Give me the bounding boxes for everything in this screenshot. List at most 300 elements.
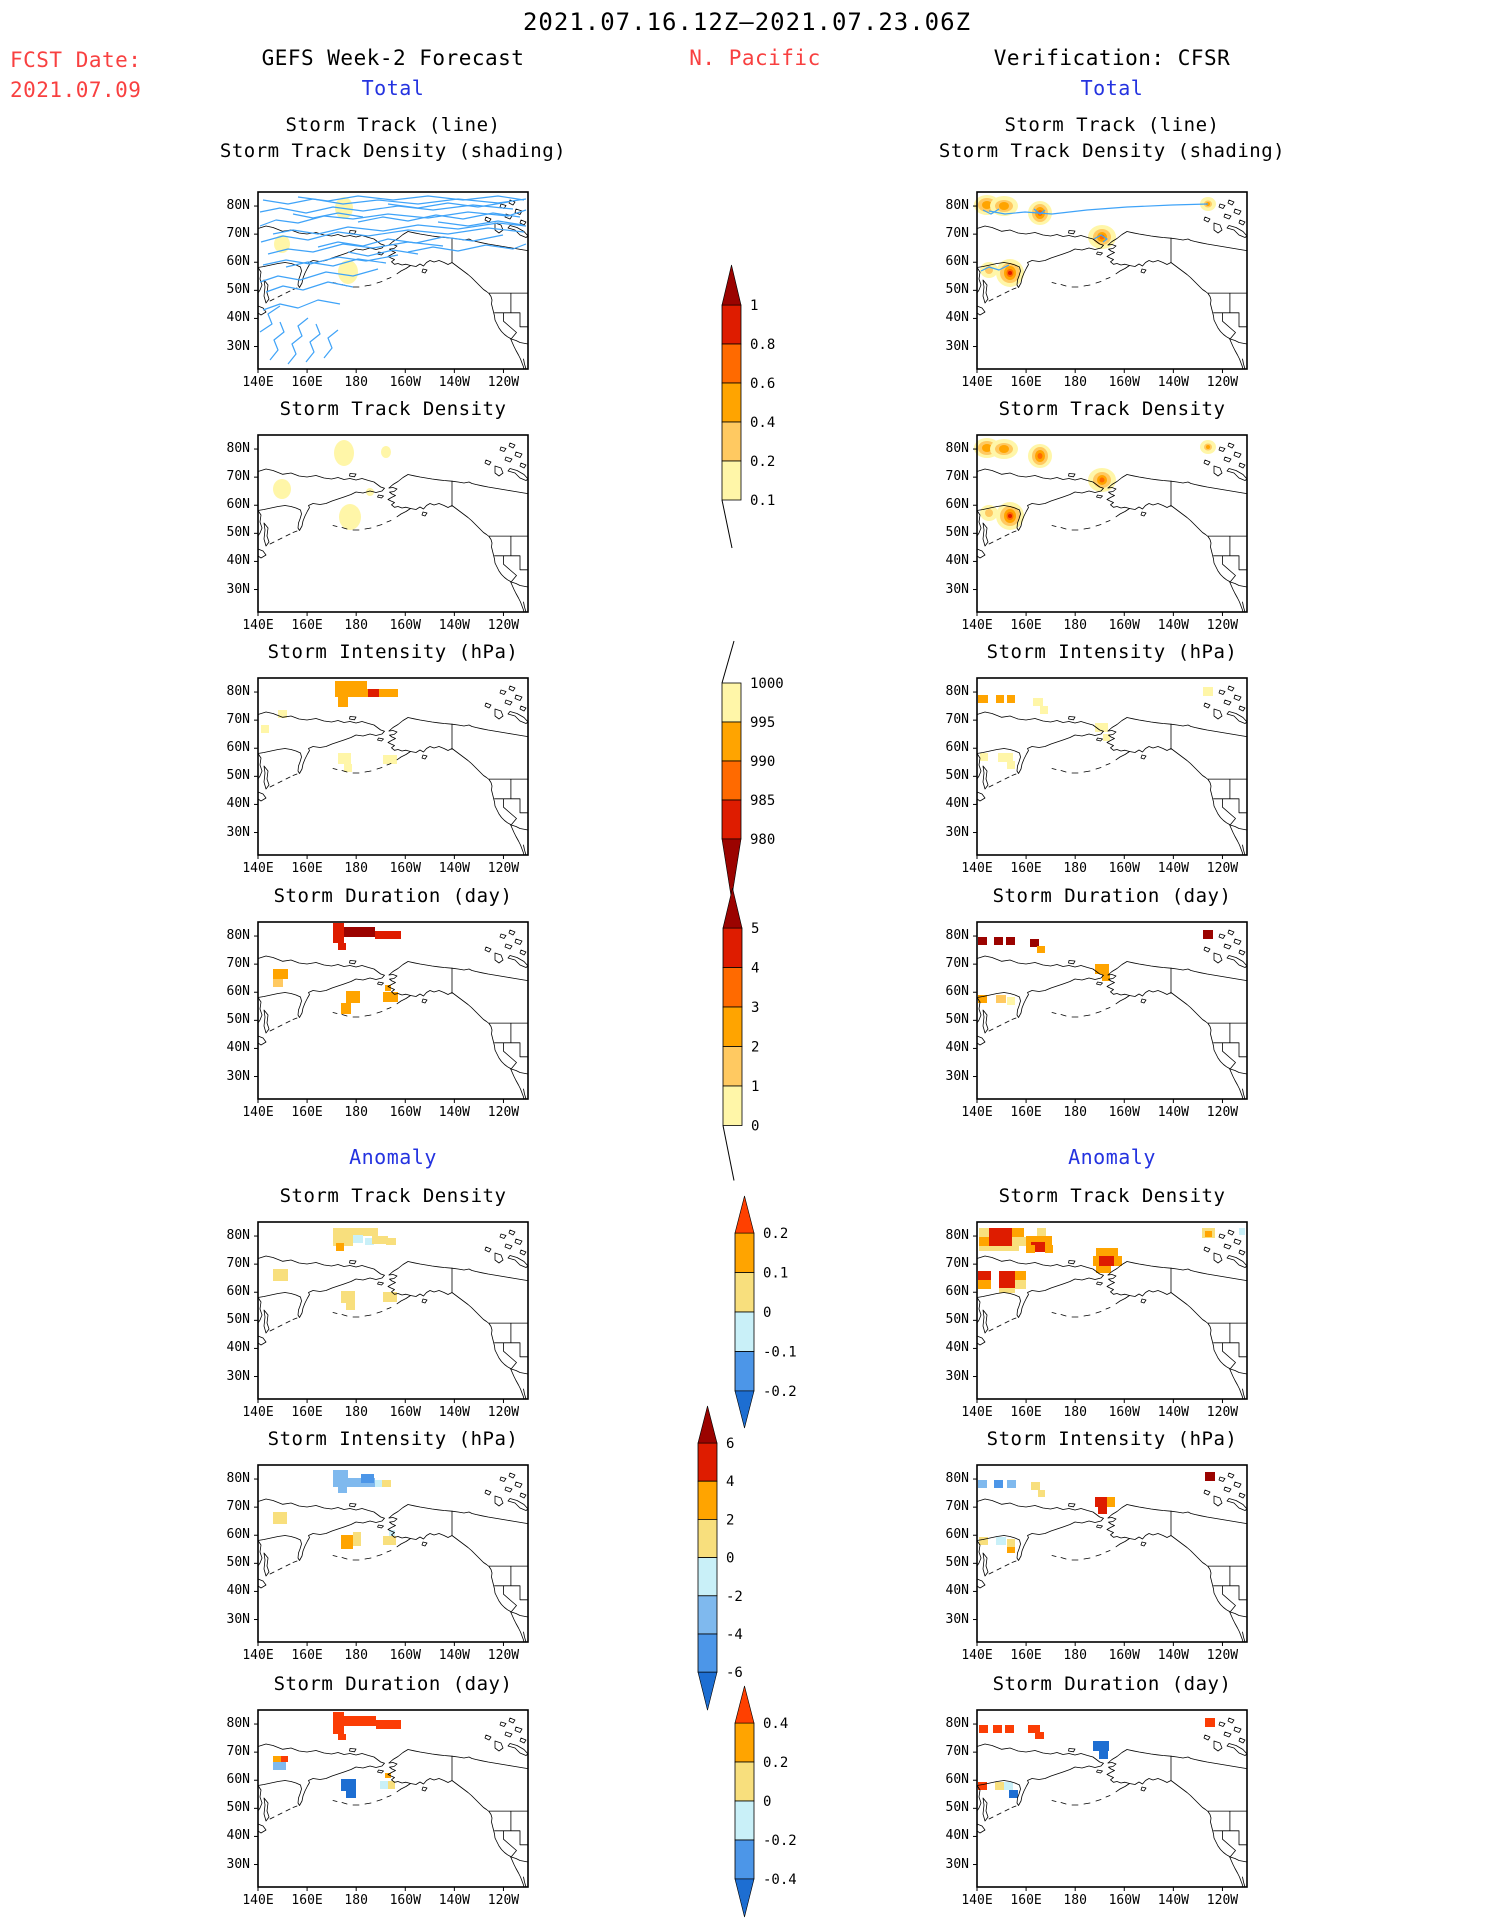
lat-tick-label: 50N — [945, 282, 969, 298]
storm-track-line — [348, 250, 418, 256]
colorbar-tick-label: 0 — [726, 1550, 735, 1567]
storm-track-line — [306, 324, 320, 362]
coastline-map — [258, 1718, 528, 1887]
grid-cell — [1045, 1245, 1053, 1253]
lat-tick-label: 80N — [945, 1471, 969, 1487]
colorbar-tail — [722, 500, 732, 548]
lon-tick-label: 140E — [961, 1893, 993, 1908]
grid-cell — [1107, 1497, 1115, 1507]
colorbar-segment — [723, 968, 742, 1008]
storm-track-line — [408, 244, 526, 252]
grid-cell — [978, 1280, 991, 1289]
grid-cell — [344, 764, 352, 772]
lon-tick-label: 140W — [438, 618, 471, 633]
grid-cell — [979, 1725, 988, 1733]
panel-title: Storm Intensity (hPa) — [267, 641, 519, 663]
colorbar-tick-label: 0.1 — [750, 493, 776, 509]
grid-cell — [341, 1291, 355, 1303]
colorbar-tick-label: 4 — [751, 960, 760, 977]
lat-tick-label: 70N — [226, 956, 250, 972]
coastline-map — [258, 686, 528, 855]
lon-tick-label: 120W — [487, 861, 520, 876]
panel-title: Storm Duration (day) — [992, 1673, 1232, 1695]
map-panel-cfsr-anom-density — [977, 1222, 1247, 1399]
colorbar-tick-label: -4 — [726, 1627, 743, 1643]
lat-tick-label: 50N — [945, 768, 969, 784]
lat-tick-label: 60N — [226, 497, 250, 513]
lon-tick-label: 160E — [1010, 1893, 1042, 1908]
map-panel-gefs-intensity — [258, 678, 528, 855]
lat-tick-label: 70N — [226, 1744, 250, 1760]
colorbar-tick-label: 2 — [751, 1039, 760, 1056]
lon-tick-label: 160E — [291, 1893, 323, 1908]
density-blob — [339, 504, 361, 530]
grid-cell — [989, 1228, 1012, 1237]
lat-tick-label: 60N — [226, 1772, 250, 1788]
lat-tick-label: 40N — [226, 1828, 250, 1844]
grid-cell — [1005, 1725, 1014, 1733]
lat-tick-label: 50N — [945, 1312, 969, 1328]
colorbar-tick-label: 2 — [726, 1512, 735, 1529]
grid-cell — [353, 1235, 363, 1243]
grid-cell — [1205, 1718, 1215, 1727]
lon-tick-label: 160E — [291, 861, 323, 876]
lon-tick-label: 140W — [438, 1893, 471, 1908]
grid-cell — [385, 985, 391, 991]
lat-tick-label: 40N — [226, 1340, 250, 1356]
colorbar-tick-label: 0 — [763, 1794, 772, 1810]
map-panel-gefs-duration — [258, 922, 528, 1099]
lon-tick-label: 120W — [1206, 1105, 1239, 1120]
lon-tick-label: 160W — [389, 1648, 421, 1663]
lon-tick-label: 140E — [242, 1648, 274, 1663]
panel-title: Storm Track Density — [998, 1185, 1226, 1207]
colorbar-segment — [722, 461, 741, 500]
lat-tick-label: 30N — [945, 1068, 969, 1084]
grid-cell — [273, 969, 288, 979]
grid-cell — [344, 1716, 376, 1726]
lon-tick-label: 160W — [1108, 1405, 1140, 1420]
coastline-map — [258, 930, 528, 1099]
lat-tick-label: 70N — [226, 1499, 250, 1515]
grid-cell — [1012, 1237, 1026, 1246]
storm-track-line — [266, 282, 353, 292]
lon-tick-label: 160W — [1108, 861, 1140, 876]
grid-cell — [1203, 930, 1213, 939]
grid-cell — [380, 1781, 388, 1789]
lat-tick-label: 30N — [945, 1368, 969, 1384]
grid-cell — [341, 1779, 356, 1791]
lat-tick-label: 80N — [945, 684, 969, 700]
grid-cell — [1009, 1790, 1018, 1798]
grid-cell — [994, 1480, 1003, 1488]
grid-cell — [1006, 937, 1015, 945]
grid-cell — [979, 1537, 988, 1545]
colorbar-tick-label: 0.4 — [763, 1716, 789, 1732]
map-panel-cfsr-track-density — [977, 435, 1247, 612]
grid-cell — [376, 1720, 401, 1729]
colorbar-tick-label: 0.8 — [750, 337, 776, 353]
lon-tick-label: 160E — [1010, 1648, 1042, 1663]
panel-title: Storm Track (line) — [285, 114, 501, 136]
panel-title: Storm Duration (day) — [273, 885, 513, 907]
colorbar-tick-label: -2 — [726, 1588, 743, 1605]
grid-cell — [978, 1480, 987, 1488]
grid-cell — [333, 930, 344, 943]
grid-cell — [994, 937, 1003, 945]
colorbar-arrow — [735, 1686, 754, 1723]
lon-tick-label: 160W — [1108, 375, 1140, 390]
colorbar-segment — [723, 1086, 742, 1126]
lon-tick-label: 120W — [487, 618, 520, 633]
map-panel-gefs-track-line — [258, 192, 528, 369]
density-blob — [273, 479, 291, 499]
colorbar-segment — [698, 1634, 717, 1672]
lon-tick-label: 180 — [1063, 618, 1087, 633]
colorbar-tick-label: 0 — [763, 1305, 772, 1321]
grid-cell — [355, 1228, 378, 1236]
lon-tick-label: 140E — [961, 618, 993, 633]
lon-tick-label: 120W — [1206, 1405, 1239, 1420]
grid-cell — [382, 1480, 391, 1487]
lon-tick-label: 160E — [1010, 618, 1042, 633]
grid-cell — [338, 753, 351, 764]
lon-tick-label: 180 — [344, 1405, 368, 1420]
grid-cell — [996, 1537, 1006, 1545]
grid-cell — [1239, 1228, 1245, 1235]
lat-tick-label: 50N — [226, 1800, 250, 1816]
lon-tick-label: 160E — [1010, 1405, 1042, 1420]
lat-tick-label: 70N — [945, 469, 969, 485]
grid-cell — [995, 1782, 1004, 1790]
grid-cell — [1030, 939, 1039, 947]
lon-tick-label: 180 — [344, 1893, 368, 1908]
lat-tick-label: 40N — [226, 553, 250, 569]
density-blob — [1038, 453, 1043, 459]
grid-cell — [333, 1712, 344, 1720]
lon-tick-label: 180 — [1063, 1648, 1087, 1663]
lon-tick-label: 140E — [242, 618, 274, 633]
lon-tick-label: 180 — [1063, 1893, 1087, 1908]
lat-tick-label: 60N — [226, 740, 250, 756]
lon-tick-label: 160E — [291, 618, 323, 633]
grid-cell — [368, 689, 379, 697]
lon-tick-label: 120W — [487, 375, 520, 390]
lon-tick-label: 140W — [1157, 1405, 1190, 1420]
lon-tick-label: 160W — [1108, 1893, 1140, 1908]
colorbar-tail — [722, 641, 734, 683]
lat-tick-label: 60N — [226, 984, 250, 1000]
lat-tick-label: 50N — [945, 1800, 969, 1816]
grid-cell — [361, 1474, 374, 1483]
lon-tick-label: 180 — [1063, 1105, 1087, 1120]
lat-tick-label: 80N — [226, 928, 250, 944]
density-blob — [999, 202, 1009, 210]
colorbar-tick-label: -6 — [726, 1665, 743, 1682]
grid-cell — [336, 1243, 344, 1251]
grid-cell — [978, 695, 988, 703]
colorbar-tick-label: -0.1 — [763, 1344, 797, 1361]
colorbar-arrow — [723, 888, 742, 928]
lon-tick-label: 140E — [242, 375, 274, 390]
lon-tick-label: 140W — [438, 1405, 471, 1420]
lon-tick-label: 160W — [389, 1893, 421, 1908]
grid-cell — [1033, 698, 1043, 706]
coastline-map — [258, 1473, 528, 1642]
lat-tick-label: 60N — [945, 497, 969, 513]
lon-tick-label: 160W — [389, 1105, 421, 1120]
grid-cell — [1035, 1732, 1044, 1739]
map-panel-cfsr-anom-duration — [977, 1710, 1247, 1887]
grid-cell — [335, 681, 367, 689]
lon-tick-label: 120W — [1206, 1893, 1239, 1908]
lat-tick-label: 40N — [945, 1040, 969, 1056]
coastline-map — [258, 443, 528, 612]
coastline-map — [977, 930, 1247, 1099]
lat-tick-label: 50N — [226, 282, 250, 298]
lon-tick-label: 180 — [344, 1105, 368, 1120]
storm-track-line — [318, 235, 503, 247]
lat-tick-label: 30N — [226, 581, 250, 597]
colorbar-tick-label: -0.4 — [763, 1872, 797, 1888]
lat-tick-label: 30N — [226, 338, 250, 354]
grid-cell — [1028, 1725, 1040, 1733]
grid-cell — [333, 1228, 355, 1237]
lat-tick-label: 70N — [945, 1499, 969, 1515]
colorbar-tick-label: 1 — [751, 1079, 760, 1095]
lat-tick-label: 50N — [226, 1312, 250, 1328]
grid-cell — [1040, 706, 1048, 714]
colorbar-tick-label: -0.2 — [763, 1833, 797, 1849]
left-model-header: GEFS Week-2 Forecast — [261, 46, 525, 70]
colorbar-tick-label: 980 — [750, 832, 776, 848]
map-panel-cfsr-track-line — [977, 192, 1247, 369]
lat-tick-label: 60N — [945, 984, 969, 1000]
lat-tick-label: 80N — [226, 1471, 250, 1487]
grid-cell — [996, 695, 1004, 703]
map-panel-cfsr-duration — [977, 922, 1247, 1099]
grid-cell — [1007, 1539, 1015, 1547]
grid-cell — [346, 991, 360, 1003]
grid-cell — [1096, 1266, 1111, 1273]
colorbar-segment — [723, 1047, 742, 1087]
lon-tick-label: 140E — [242, 1893, 274, 1908]
density-blob — [1008, 271, 1012, 275]
lat-tick-label: 50N — [945, 525, 969, 541]
grid-cell — [979, 1228, 989, 1237]
lon-tick-label: 160E — [291, 375, 323, 390]
grid-cell — [346, 1303, 355, 1310]
lat-tick-label: 80N — [226, 1228, 250, 1244]
grid-cell — [1203, 687, 1213, 696]
density-blob — [334, 440, 354, 466]
lat-tick-label: 60N — [945, 1284, 969, 1300]
storm-track-line — [268, 242, 443, 254]
lon-tick-label: 120W — [1206, 375, 1239, 390]
lon-tick-label: 120W — [487, 1648, 520, 1663]
grid-cell — [1007, 695, 1015, 703]
grid-cell — [1007, 1547, 1015, 1553]
storm-track-line — [263, 255, 398, 265]
grid-cell — [386, 1238, 396, 1245]
grid-cell — [383, 992, 398, 1002]
lat-tick-label: 70N — [226, 1256, 250, 1272]
lat-tick-label: 30N — [226, 824, 250, 840]
grid-cell — [1015, 1271, 1026, 1280]
lat-tick-label: 50N — [226, 525, 250, 541]
lon-tick-label: 180 — [1063, 1405, 1087, 1420]
grid-cell — [1012, 1228, 1024, 1237]
colorbar-segment — [735, 1723, 754, 1762]
colorbar-tick-label: 0.1 — [763, 1265, 789, 1282]
grid-cell — [261, 725, 269, 733]
grid-cell — [1007, 1480, 1016, 1488]
lon-tick-label: 140E — [242, 1105, 274, 1120]
lat-tick-label: 40N — [226, 1583, 250, 1599]
colorbar-tick-label: 985 — [750, 793, 776, 809]
grid-cell — [341, 1003, 351, 1014]
colorbar-segment — [735, 1273, 754, 1313]
total-label-right: Total — [1080, 76, 1144, 100]
lat-tick-label: 70N — [945, 712, 969, 728]
lon-tick-label: 140E — [961, 1105, 993, 1120]
panel-title: Storm Intensity (hPa) — [986, 1428, 1238, 1450]
storm-track-line — [989, 204, 1208, 214]
lon-tick-label: 120W — [487, 1405, 520, 1420]
density-blob — [381, 446, 391, 458]
lon-tick-label: 140E — [961, 1648, 993, 1663]
storm-track-line — [293, 213, 363, 218]
lon-tick-label: 140E — [242, 1405, 274, 1420]
lon-tick-label: 140W — [1157, 1648, 1190, 1663]
colorbar-segment — [723, 1007, 742, 1047]
lat-tick-label: 40N — [945, 310, 969, 326]
colorbar-segment — [735, 1801, 754, 1840]
colorbar-tick-label: 990 — [750, 754, 776, 770]
lat-tick-label: 40N — [226, 796, 250, 812]
grid-cell — [979, 1246, 1019, 1251]
lat-tick-label: 50N — [945, 1555, 969, 1571]
colorbar-tick-label: 1000 — [750, 676, 784, 692]
grid-cell — [1093, 1741, 1109, 1751]
colorbar-arrow — [735, 1196, 754, 1233]
lon-tick-label: 140E — [961, 1405, 993, 1420]
panel-title: Storm Duration (day) — [273, 1673, 513, 1695]
lat-tick-label: 80N — [226, 198, 250, 214]
lon-tick-label: 140W — [1157, 375, 1190, 390]
grid-cell — [338, 1734, 346, 1740]
lat-tick-label: 30N — [945, 581, 969, 597]
lon-tick-label: 160W — [389, 1405, 421, 1420]
lat-tick-label: 50N — [226, 1012, 250, 1028]
grid-cell — [1004, 1782, 1013, 1790]
lat-tick-label: 60N — [226, 1284, 250, 1300]
lat-tick-label: 80N — [945, 1716, 969, 1732]
grid-cell — [273, 1512, 287, 1524]
map-panel-gefs-anom-duration — [258, 1710, 528, 1887]
grid-cell — [999, 1288, 1015, 1293]
grid-cell — [375, 1480, 383, 1487]
lon-tick-label: 160W — [1108, 1648, 1140, 1663]
lat-tick-label: 30N — [226, 1368, 250, 1384]
grid-cell — [372, 1236, 388, 1244]
colorbar-segment — [723, 928, 742, 968]
grid-cell — [383, 1292, 397, 1302]
storm-track-line — [324, 330, 338, 358]
lon-tick-label: 120W — [1206, 618, 1239, 633]
colorbar-tick-label: 3 — [751, 1000, 760, 1016]
lon-tick-label: 120W — [487, 1105, 520, 1120]
grid-cell — [1015, 1280, 1026, 1289]
anomaly-label-right: Anomaly — [1068, 1145, 1156, 1169]
lat-tick-label: 40N — [945, 1583, 969, 1599]
colorbar-segment — [722, 305, 741, 344]
cb-anom-duration — [725, 1633, 845, 1925]
lon-tick-label: 160W — [1108, 618, 1140, 633]
colorbar-tick-label: 995 — [750, 715, 776, 731]
colorbar-segment — [722, 761, 741, 800]
lon-tick-label: 140E — [242, 861, 274, 876]
colorbar-tick-label: 0 — [751, 1118, 760, 1135]
lat-tick-label: 80N — [945, 198, 969, 214]
lon-tick-label: 160E — [291, 1648, 323, 1663]
density-blob — [1008, 514, 1012, 518]
lat-tick-label: 70N — [945, 956, 969, 972]
lon-tick-label: 120W — [1206, 861, 1239, 876]
colorbar-segment — [722, 800, 741, 839]
lon-tick-label: 140W — [1157, 1105, 1190, 1120]
density-blob — [1100, 478, 1105, 483]
lat-tick-label: 80N — [945, 928, 969, 944]
colorbar-segment — [735, 1762, 754, 1801]
lon-tick-label: 180 — [1063, 375, 1087, 390]
lat-tick-label: 30N — [945, 1856, 969, 1872]
lat-tick-label: 30N — [226, 1856, 250, 1872]
grid-cell — [1098, 1507, 1107, 1514]
colorbar-tick-label: 0.2 — [763, 1755, 789, 1771]
colorbar-segment — [722, 383, 741, 422]
lon-tick-label: 180 — [344, 861, 368, 876]
lat-tick-label: 60N — [226, 254, 250, 270]
lat-tick-label: 80N — [945, 441, 969, 457]
lat-tick-label: 60N — [945, 254, 969, 270]
panel-title: Storm Track (line) — [1004, 114, 1220, 136]
map-panel-gefs-anom-density — [258, 1222, 528, 1399]
grid-cell — [375, 931, 401, 939]
lon-tick-label: 140W — [1157, 618, 1190, 633]
lat-tick-label: 30N — [226, 1611, 250, 1627]
grid-cell — [980, 753, 988, 761]
lon-tick-label: 160E — [1010, 861, 1042, 876]
anomaly-label-left: Anomaly — [349, 1145, 437, 1169]
grid-cell — [1038, 1490, 1045, 1497]
grid-cell — [1205, 1472, 1215, 1481]
grid-cell — [338, 943, 346, 950]
lat-tick-label: 30N — [945, 338, 969, 354]
grid-cell — [333, 923, 344, 930]
colorbar-segment — [722, 722, 741, 761]
colorbar-segment — [735, 1233, 754, 1273]
lat-tick-label: 80N — [226, 441, 250, 457]
lon-tick-label: 180 — [1063, 861, 1087, 876]
coastline-map — [977, 686, 1247, 855]
grid-cell — [273, 1756, 281, 1762]
grid-cell — [1026, 1245, 1035, 1253]
panel-title: Storm Track Density (shading) — [938, 140, 1286, 162]
cb-track-density — [712, 215, 832, 590]
panel-title: Storm Intensity (hPa) — [986, 641, 1238, 663]
grid-cell — [273, 979, 283, 987]
